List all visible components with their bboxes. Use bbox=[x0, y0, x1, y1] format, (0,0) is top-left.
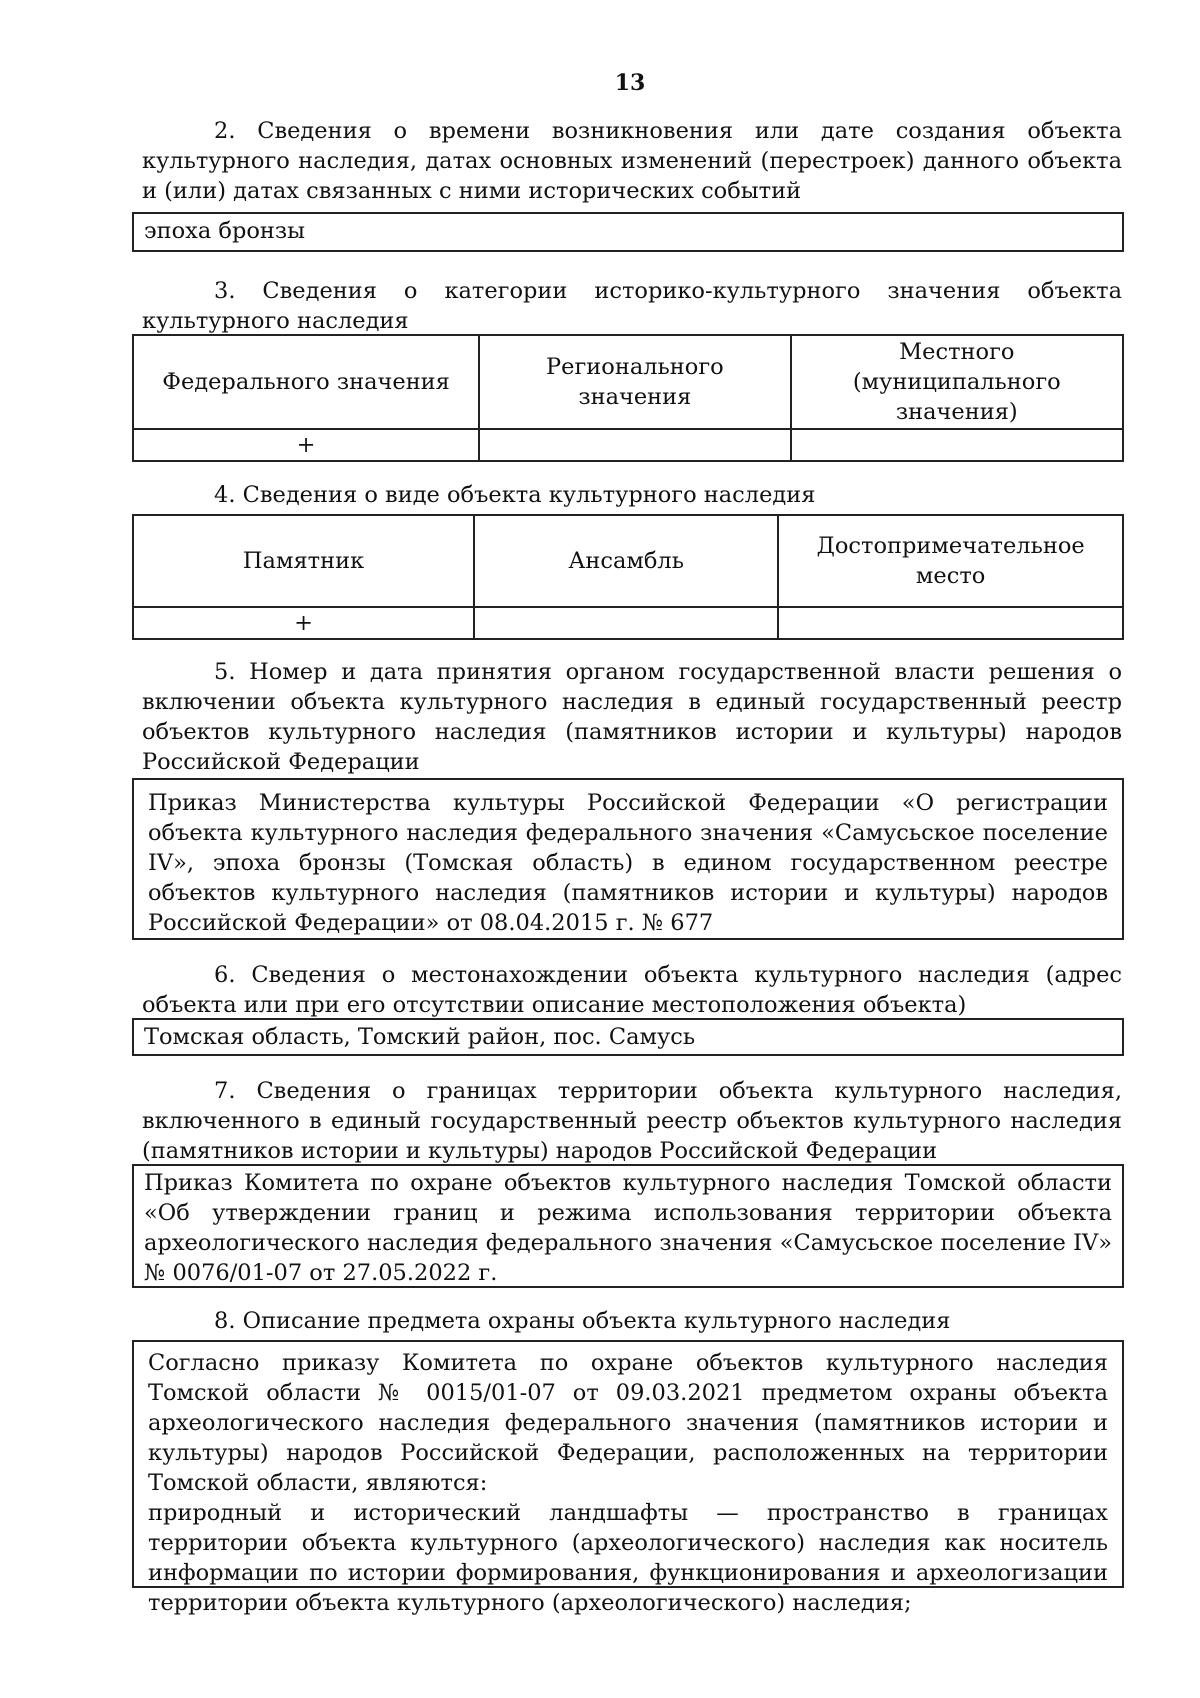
section-5-value-box bbox=[132, 778, 1124, 940]
section-2-value-box bbox=[132, 212, 1124, 252]
mark-federal: + bbox=[133, 429, 479, 461]
significance-category-table bbox=[132, 334, 1124, 462]
section-3-heading: 3. Сведения о категории историко-культурного значения объекта культурного наследия bbox=[142, 278, 1122, 334]
object-type-table bbox=[132, 514, 1124, 640]
col-ensemble: Ансамбль bbox=[474, 515, 778, 607]
col-landmark: Достопримечательное место bbox=[778, 515, 1123, 607]
section-7-value-box bbox=[132, 1164, 1124, 1288]
page-number: 13 bbox=[614, 70, 646, 96]
col-local: Местного (муниципального значения) bbox=[791, 335, 1123, 429]
section-7-heading: 7. Сведения о границах территории объекта культурного наследия, включенного в единый государственный реестр объектов культурного наследия (памятников истории и культуры) народов Российской Федерации bbox=[142, 1078, 1122, 1164]
mark-ensemble bbox=[474, 607, 778, 639]
section-5-heading: 5. Номер и дата принятия органом государственной власти решения о включении объекта культурного наследия в единый государственный реестр объектов культурного наследия (памятников истории и культуры) народов Российской Федерации bbox=[142, 659, 1122, 775]
section-8-heading: 8. Описание предмета охраны объекта культурного наследия bbox=[214, 1308, 951, 1334]
mark-monument: + bbox=[133, 607, 474, 639]
section-8-value-item: природный и исторический ландшафты — пространство в границах территории объекта культурного (археологического) наследия как носитель информации по истории формирования, функционирования и археологизации территории объекта культурного (археологического) наследия; bbox=[148, 1500, 1108, 1616]
section-4-heading: 4. Сведения о виде объекта культурного наследия bbox=[214, 482, 816, 508]
col-regional: Регионального значения bbox=[479, 335, 790, 429]
section-7-value: Приказ Комитета по охране объектов культурного наследия Томской области «Об утверждении границ и режима использования территории объекта археологического наследия федерального значения «Самусьское поселение IV» № 0076/01-07 от 27.05.2022 г. bbox=[144, 1170, 1112, 1286]
mark-landmark bbox=[778, 607, 1123, 639]
section-6-value: Томская область, Томский район, пос. Самусь bbox=[144, 1024, 696, 1050]
section-6-heading: 6. Сведения о местонахождении объекта культурного наследия (адрес объекта или при его отсутствии описание местоположения объекта) bbox=[142, 962, 1122, 1018]
section-2-heading: 2. Сведения о времени возникновения или дате создания объекта культурного наследия, датах основных изменений (перестроек) данного объекта и (или) датах связанных с ними исторических событий bbox=[142, 118, 1122, 204]
section-5-value: Приказ Министерства культуры Российской Федерации «О регистрации объекта культурного наследия федерального значения «Самусьское поселение IV», эпоха бронзы (Томская область) в едином государственном реестре объектов культурного наследия (памятников истории и культуры) народов Российской Федерации» от 08.04.2015 г. № 677 bbox=[148, 790, 1108, 936]
mark-regional bbox=[479, 429, 790, 461]
section-8-value-box bbox=[132, 1340, 1124, 1616]
section-2-value: эпоха бронзы bbox=[144, 218, 306, 244]
section-6-value-box bbox=[132, 1018, 1124, 1056]
section-8-value-intro: Согласно приказу Комитета по охране объектов культурного наследия Томской области № 0015/01-07 от 09.03.2021 предметом охраны объекта археологического наследия федерального значения (памятников истории и культуры) народов Российской Федерации, расположенных на территории Томской области, являются: bbox=[148, 1350, 1108, 1496]
col-federal: Федерального значения bbox=[133, 335, 479, 429]
mark-local bbox=[791, 429, 1123, 461]
col-monument: Памятник bbox=[133, 515, 474, 607]
